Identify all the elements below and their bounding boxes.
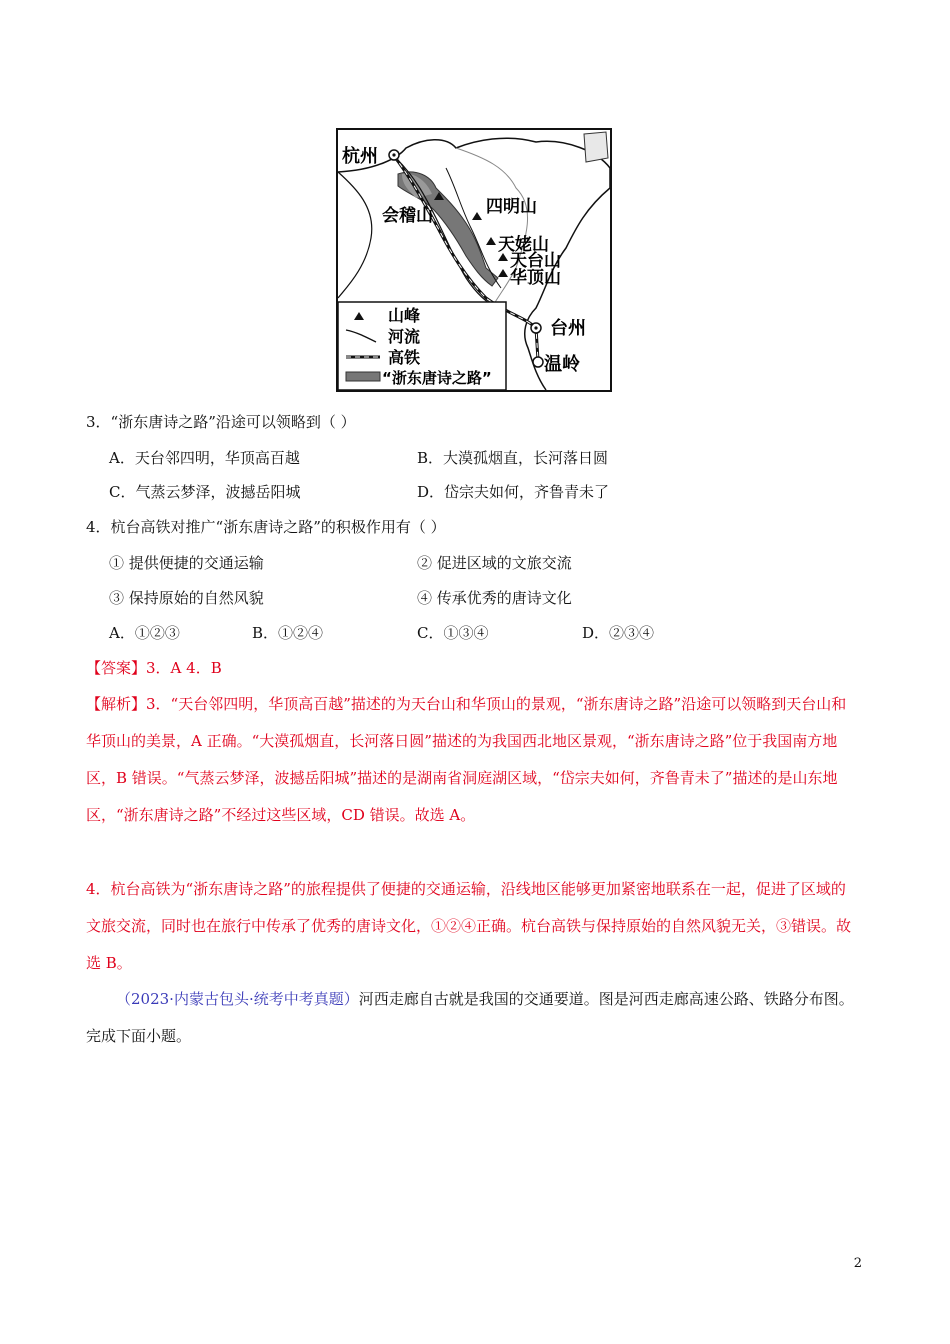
legend-road-icon [346,372,380,381]
legend-road-label: “浙东唐诗之路” [382,369,492,387]
huading-label: 华顶山 [510,268,561,288]
q4-option-c: C．①③④ [417,624,489,642]
q4-option-d: D．②③④ [582,624,655,642]
hangzhou-label: 杭州 [342,146,378,167]
wenling-label: 温岭 [544,354,580,375]
q3-option-c: C．气蒸云梦泽，波撼岳阳城 [109,483,301,501]
q4-item-1: ① 提供便捷的交通运输 [109,554,264,572]
q4-item-3: ③ 保持原始的自然风貌 [109,589,264,607]
map-figure [336,128,612,392]
siming-label: 四明山 [486,197,537,217]
q4-option-a: A．①②③ [109,624,180,642]
legend-river-label: 河流 [388,327,421,346]
taizhou-label: 台州 [550,318,586,339]
analysis-q3: 【解析】3．“天台邻四明，华顶高百越”描述的为天台山和华顶山的景观，“浙东唐诗之路”沿途可以领略到天台山和华顶山的美景，A 正确。“大漠孤烟直，长河落日圆”描述的为我国西北地区景观，“浙东唐诗之路”位于我国南方地区，B 错误。“气蒸云梦泽，波撼岳阳城”描述的是湖南省洞庭湖区域，“岱宗夫如何，齐鲁青未了”描述的是山东地区，“浙东唐诗之路”不经过这些区域，CD 错误。故选 A。 [86,695,847,824]
q3-option-a: A．天台邻四明，华顶高百越 [109,449,300,467]
tianlao-label: 天姥山 [498,235,549,255]
next-text: 河西走廊自古就是我国的交通要道。图是河西走廊高速公路、铁路分布图。完成下面小题。 [86,990,854,1045]
q4-item-4: ④ 传承优秀的唐诗文化 [417,589,572,607]
wenling-marker [533,357,543,367]
legend-rail-label: 高铁 [388,348,421,367]
legend-peak-label: 山峰 [388,306,421,325]
q4-stem: 4．杭台高铁对推广“浙东唐诗之路”的积极作用有（ ） [86,518,446,536]
island [584,132,608,162]
q4-item-2: ② 促进区域的文旅交流 [417,554,572,572]
page-number: 2 [853,1256,862,1271]
map-svg [336,128,612,392]
q3-option-d: D．岱宗夫如何，齐鲁青未了 [417,483,610,501]
answer-line: 【答案】3．A 4．B [86,659,222,677]
tiantai-label: 天台山 [510,251,561,271]
q3-option-b: B．大漠孤烟直，长河落日圆 [417,449,609,467]
q4-option-b: B．①②④ [252,624,324,642]
kuaiji-label: 会稽山 [382,206,433,226]
next-intro [86,981,858,1055]
next-source: （2023·内蒙古包头·统考中考真题） [116,990,359,1008]
q3-stem: 3．“浙东唐诗之路”沿途可以领略到（ ） [86,413,356,431]
analysis-q4: 4．杭台高铁为“浙东唐诗之路”的旅程提供了便捷的交通运输，沿线地区能够更加紧密地联系在一起，促进了区域的文旅交流，同时也在旅行中传承了优秀的唐诗文化，①②④正确。杭台高铁与保持原始的自然风貌无关，③错误。故选 B。 [86,880,852,972]
